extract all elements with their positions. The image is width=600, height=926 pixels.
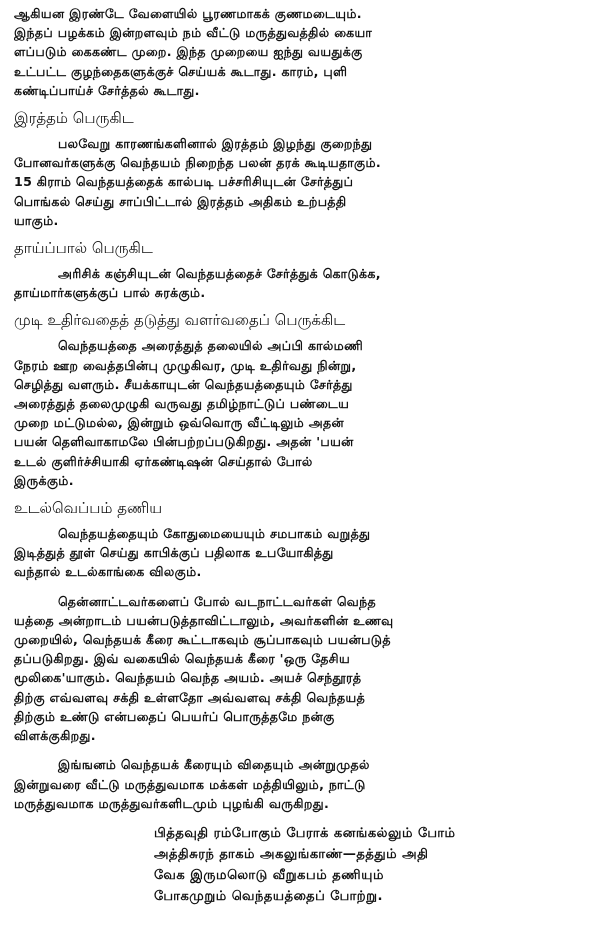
text-line: அரிசிக் கஞ்சியுடன் வெந்தயத்தைச் சேர்த்துக் கொடுக்க, (58, 266, 381, 282)
text-line: இருக்கும். (14, 472, 74, 488)
text-line: தென்னாட்டவர்களைப் போல் வடநாட்டவர்கள் வெந்த (58, 593, 376, 609)
tradition-paragraph (14, 755, 590, 813)
hair-paragraph (14, 336, 590, 490)
text-line: போனவர்களுக்கு வெந்தயம் நிறைந்த பலன் தரக் கூடியதாகும். (14, 155, 381, 171)
blood-paragraph (14, 134, 590, 230)
text-line: யாகும். (14, 212, 59, 228)
text-line: இடித்துத் தூள் செய்து காபிக்குப் பதிலாக உபயோகித்து (14, 545, 334, 561)
verse-line: வேக இருமலொடு வீறுகபம் தணியும் (154, 867, 384, 883)
verse-line: போகமுறும் வெந்தயத்தைப் போற்று. (154, 888, 383, 904)
text-line: விளக்குகிறது. (14, 728, 96, 744)
text-line: வந்தால் உடல்காங்கை விலகும். (14, 564, 202, 580)
text-line: இன்றுவரை வீட்டு மருத்துவமாக மக்கள் மத்தியிலும், நாட்டு (14, 776, 366, 792)
breast-milk-paragraph (14, 264, 590, 302)
text-line: முறை மட்டுமல்ல, இன்றும் ஒவ்வொரு வீட்டிலும் அதன் (14, 415, 345, 431)
verse-line: பித்தவுதி ரம்போகும் பேராக் கனங்கல்லும் போம் (154, 825, 456, 841)
text-line: இந்தப் பழக்கம் இன்றளவும் நம் வீட்டு மருத்துவத்தில் கையா (14, 25, 373, 41)
text-line: மருத்துவமாக மருத்துவர்களிடமும் புழங்கி வருகிறது. (14, 795, 330, 811)
text-line: பயன் தெளிவாகாமலே பின்பற்றப்படுகிறது. அதன் 'பயன் (14, 434, 354, 450)
text-line: வெந்தயத்தை அரைத்துத் தலையில் அப்பி கால்மணி (58, 338, 364, 354)
text-line: இங்ஙனம் வெந்தயக் கீரையும் விதையும் அன்றுமுதல் (58, 757, 370, 773)
section-heading-hair: முடி உதிர்வதைத் தடுத்து வளர்வதைப் பெருக்கிட (14, 311, 346, 330)
text-line: நேரம் ஊற வைத்தபின்பு முழுகிவர, முடி உதிர்வது நின்று, (14, 357, 357, 373)
text-line: மூலிகை'யாகும். வெந்தயம் வெந்த அயம். அயச் செந்தூரத் (14, 670, 362, 686)
closing-verse (154, 823, 590, 907)
text-line: திற்கு எவ்வளவு சக்தி உள்ளதோ அவ்வளவு சக்தி வெந்தயத் (14, 689, 366, 705)
text-line: தப்படுகிறது. இவ் வகையில் வெந்தயக் கீரை 'ஒரு தேசிய (14, 651, 351, 667)
text-line: பலவேறு காரணங்களினால் இரத்தம் இழந்து குறைந்து (58, 136, 373, 152)
text-line: அரைத்துத் தலைமுழுகி வருவது தமிழ்நாட்டுப் பண்டைய (14, 396, 350, 412)
body-heat-paragraph (14, 524, 590, 582)
section-heading-breast-milk: தாய்ப்பால் பெருகிட (14, 239, 153, 258)
verse-line: அத்திசுரந் தாகம் அகலுங்காண்—தத்தும் அதி (154, 846, 429, 862)
text-line: தாய்மார்களுக்குப் பால் சுரக்கும். (14, 285, 206, 301)
text-line: திற்கும் உண்டு என்பதைப் பெயர்ப் பொருத்தமே நன்கு (14, 708, 335, 724)
text-line: உட்பட்ட குழந்தைகளுக்குச் செய்யக் கூடாது. காரம், புளி (14, 63, 348, 79)
north-south-paragraph (14, 592, 590, 746)
text-line: செழித்து வளரும். சீயக்காயுடன் வெந்தயத்தையும் சேர்த்து (14, 376, 353, 392)
text-line: ஆகியன இரண்டே வேளையில் பூரணமாகக் குணமடையும். (14, 6, 362, 21)
text-line: 15 கிராம் வெந்தயத்தைக் கால்படி பச்சரிசியுடன் சேர்த்துப் (14, 174, 354, 190)
section-heading-blood: இரத்தம் பெருகிட (14, 109, 134, 128)
text-line: பொங்கல் செய்து சாப்பிட்டால் இரத்தம் அதிகம் உற்பத்தி (14, 193, 347, 209)
section-heading-body-heat: உடல்வெப்பம் தணிய (14, 499, 163, 518)
text-line: ளப்படும் கைகண்ட முறை. இந்த முறையை ஐந்து வயதுக்கு (14, 44, 363, 60)
text-line: கண்டிப்பாய்ச் சேர்த்தல் கூடாது. (14, 82, 200, 98)
text-line: உடல் குளிர்ச்சியாகி ஏர்கண்டிஷன் செய்தால் போல் (14, 453, 313, 469)
text-line: முறையில், வெந்தயக் கீரை கூட்டாகவும் சூப்பாகவும் பயன்படுத் (14, 632, 391, 648)
text-line: யத்தை அன்றாடம் பயன்படுத்தாவிட்டாலும், அவர்களின் உணவு (14, 612, 394, 628)
opening-paragraph (14, 4, 590, 100)
text-line: வெந்தயத்தையும் கோதுமையையும் சமபாகம் வறுத்து (58, 526, 371, 542)
